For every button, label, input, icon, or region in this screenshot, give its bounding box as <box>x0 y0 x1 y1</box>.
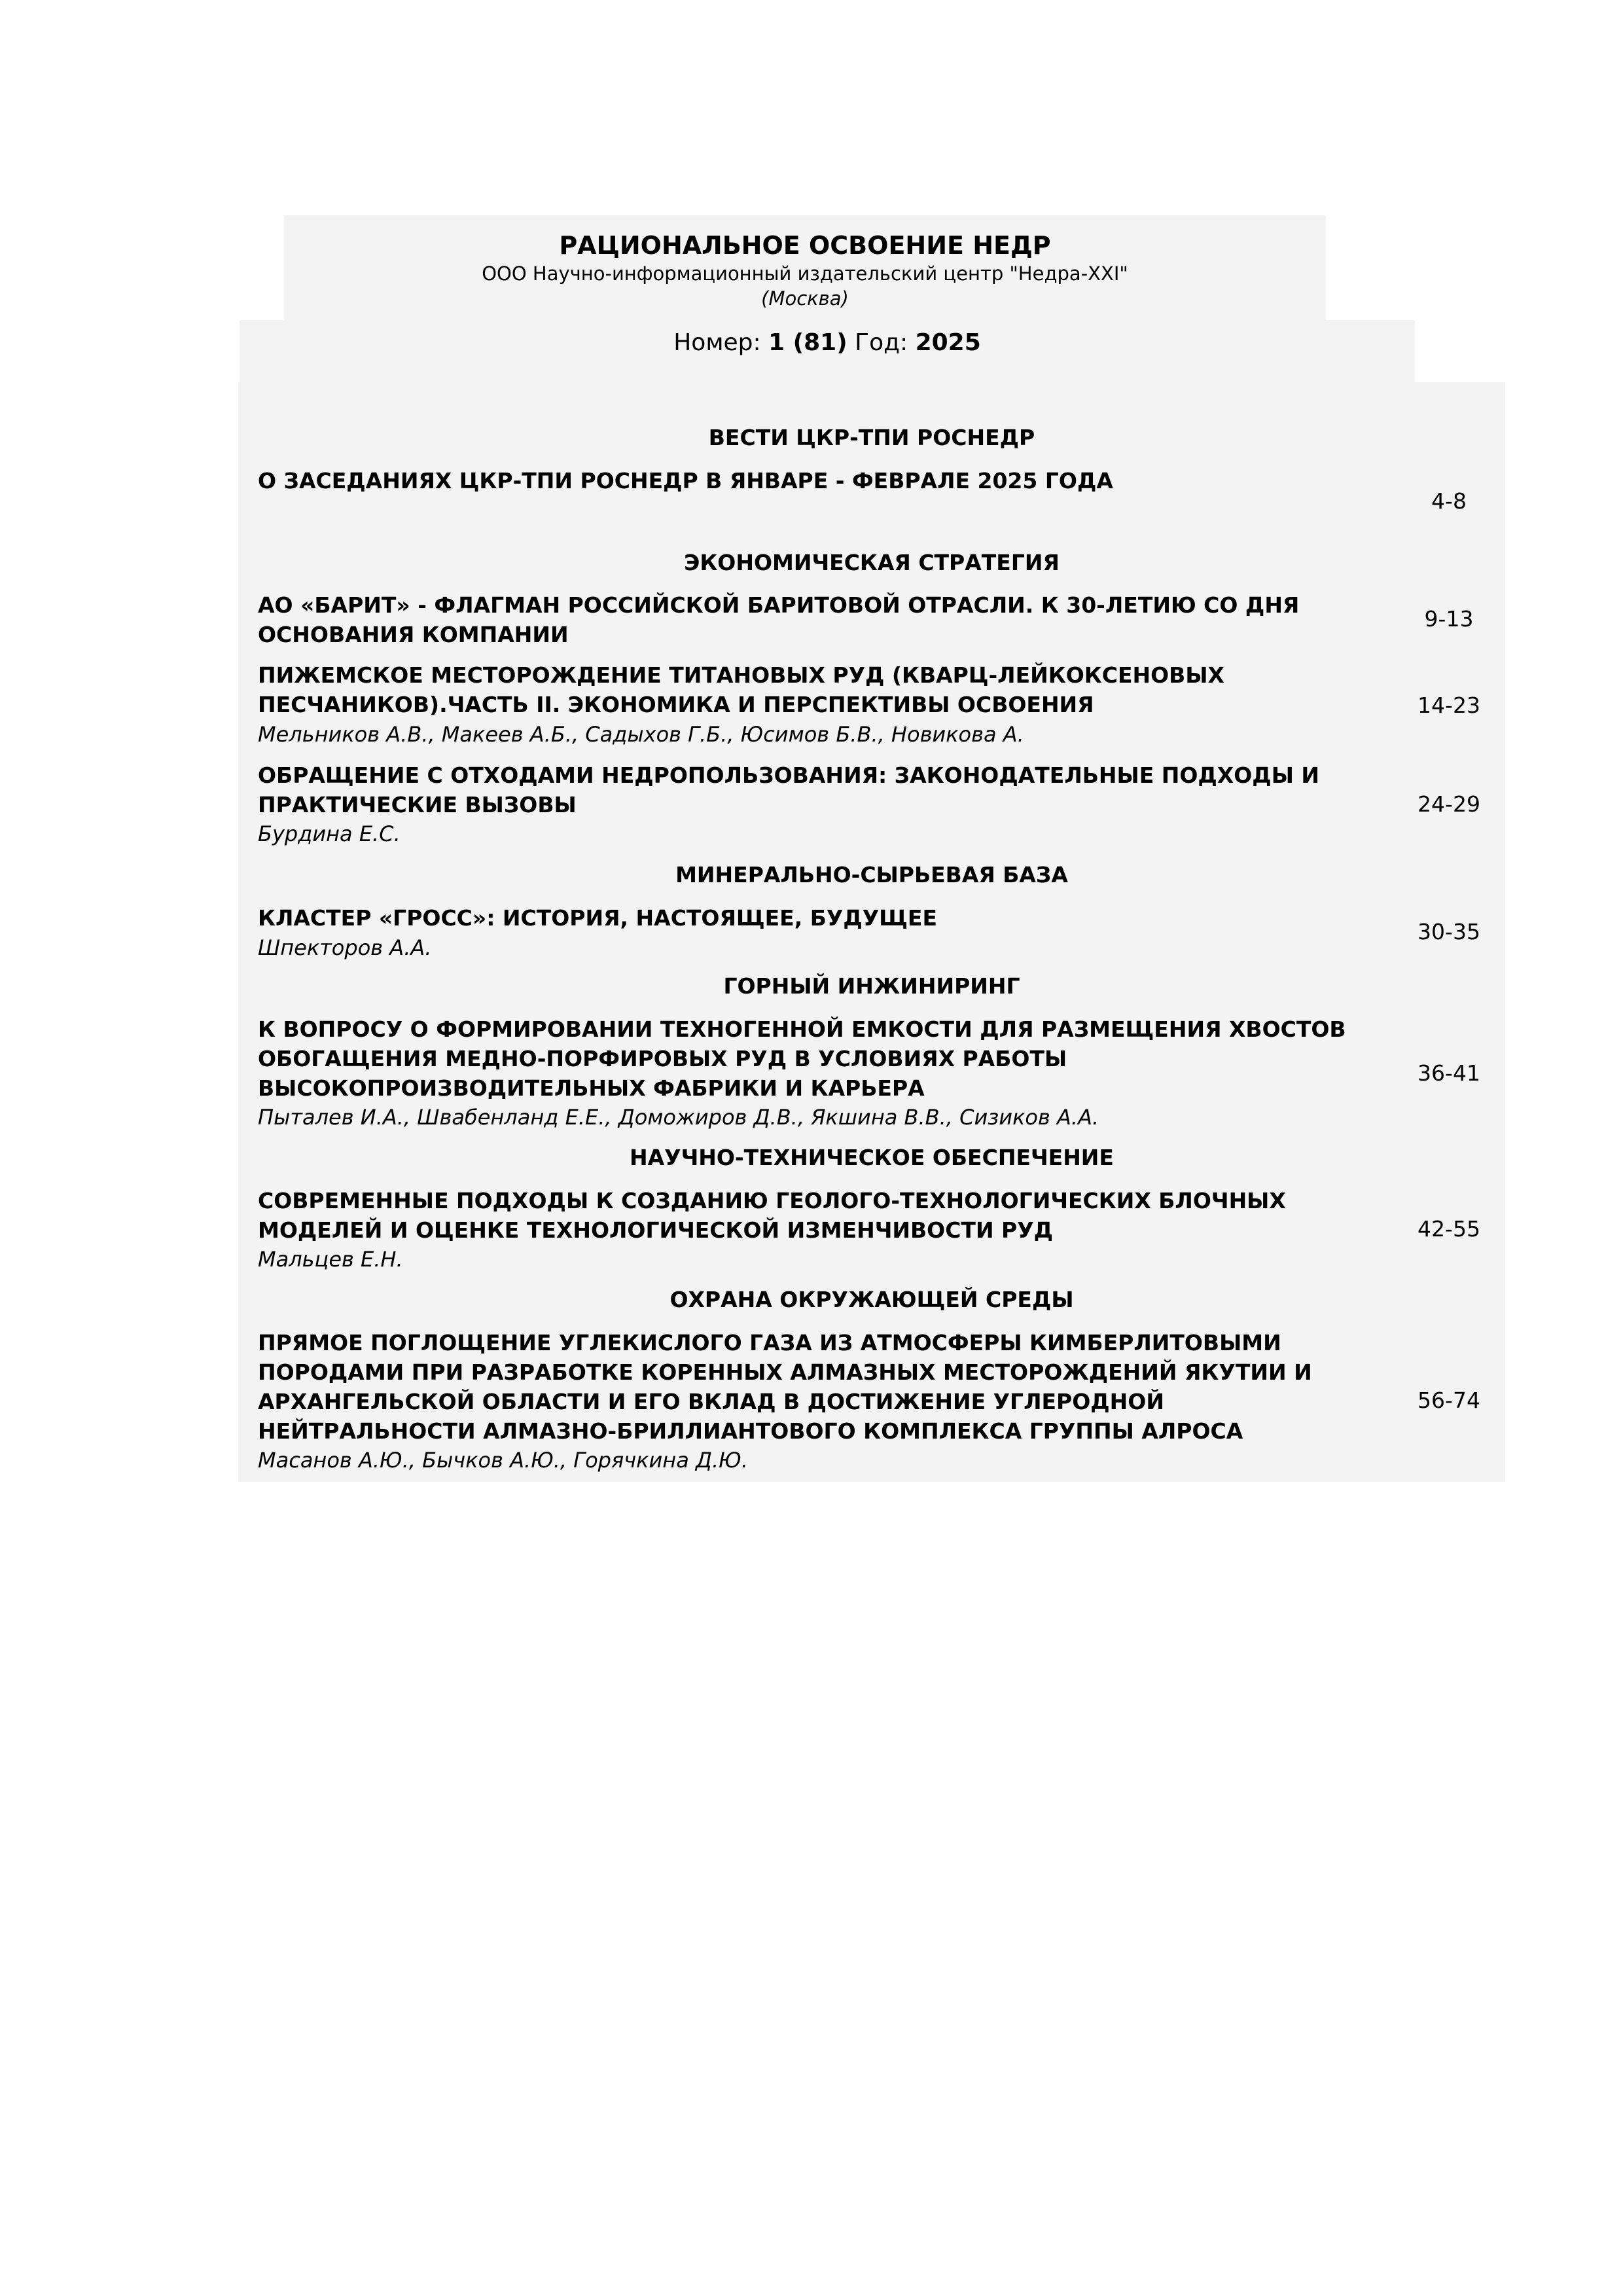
article-title[interactable]: КЛАСТЕР «ГРОСС»: ИСТОРИЯ, НАСТОЯЩЕЕ, БУДУЩЕЕ <box>258 905 938 931</box>
article-title[interactable]: АО «БАРИТ» - ФЛАГМАН РОССИЙСКОЙ БАРИТОВОЙ ОТРАСЛИ. К 30-ЛЕТИЮ СО ДНЯ ОСНОВАНИЯ КОМПАНИИ <box>258 592 1300 647</box>
issue-info <box>240 320 1415 382</box>
section-heading: ЭКОНОМИЧЕСКАЯ СТРАТЕГИЯ <box>684 550 1060 575</box>
article-pages: 42-55 <box>1418 1216 1480 1242</box>
year-value: 2025 <box>915 329 981 356</box>
article-title[interactable]: ОБРАЩЕНИЕ С ОТХОДАМИ НЕДРОПОЛЬЗОВАНИЯ: ЗАКОНОДАТЕЛЬНЫЕ ПОДХОДЫ И ПРАКТИЧЕСКИЕ ВЫЗОВЫ <box>258 762 1319 817</box>
article-authors: Масанов А.Ю., Бычков А.Ю., Горячкина Д.Ю. <box>258 1448 748 1473</box>
publisher-name: ООО Научно-информационный издательский центр "Недра-XXI" <box>482 262 1128 285</box>
section-heading: ГОРНЫЙ ИНЖИНИРИНГ <box>723 973 1020 999</box>
year-label: Год: <box>855 329 908 356</box>
article-authors: Шпекторов А.А. <box>258 935 432 960</box>
table-of-contents <box>238 382 1505 1482</box>
article-pages: 36-41 <box>1418 1060 1480 1086</box>
article-authors: Бурдина Е.С. <box>258 821 401 846</box>
journal-header <box>284 215 1326 320</box>
article-pages: 24-29 <box>1418 791 1480 817</box>
article-pages: 14-23 <box>1418 692 1480 718</box>
section-heading: МИНЕРАЛЬНО-СЫРЬЕВАЯ БАЗА <box>675 862 1068 888</box>
article-title[interactable]: О ЗАСЕДАНИЯХ ЦКР-ТПИ РОСНЕДР В ЯНВАРЕ - ФЕВРАЛЕ 2025 ГОДА <box>258 468 1113 493</box>
article-pages: 56-74 <box>1418 1388 1480 1413</box>
article-authors: Мельников А.В., Макеев А.Б., Садыхов Г.Б., Юсимов Б.В., Новикова А. <box>258 722 1024 747</box>
section-heading: ВЕСТИ ЦКР-ТПИ РОСНЕДР <box>708 425 1035 450</box>
article-title[interactable]: ПИЖЕМСКОЕ МЕСТОРОЖДЕНИЕ ТИТАНОВЫХ РУД (КВАРЦ-ЛЕЙКОКСЕНОВЫХ ПЕСЧАНИКОВ).ЧАСТЬ II. ЭКОНОМИКА И ПЕРСПЕКТИВЫ ОСВОЕНИЯ <box>258 662 1224 717</box>
article-pages: 30-35 <box>1418 919 1480 944</box>
article-authors: Пыталев И.А., Швабенланд Е.Е., Доможиров Д.В., Якшина В.В., Сизиков А.А. <box>258 1105 1099 1130</box>
issue-label: Номер: <box>673 329 761 356</box>
section-heading: НАУЧНО-ТЕХНИЧЕСКОЕ ОБЕСПЕЧЕНИЕ <box>630 1145 1114 1170</box>
issue-line <box>240 328 1415 358</box>
article-authors: Мальцев Е.Н. <box>258 1247 403 1272</box>
article-title[interactable]: К ВОПРОСУ О ФОРМИРОВАНИИ ТЕХНОГЕННОЙ ЕМКОСТИ ДЛЯ РАЗМЕЩЕНИЯ ХВОСТОВ ОБОГАЩЕНИЯ МЕДНО-ПОРФИРОВЫХ РУД В УСЛОВИЯХ РАБОТЫ ВЫСОКОПРОИЗВОДИТЕЛЬНЫХ ФАБРИКИ И КАРЬЕРА <box>258 1016 1346 1101</box>
article-title[interactable]: ПРЯМОЕ ПОГЛОЩЕНИЕ УГЛЕКИСЛОГО ГАЗА ИЗ АТМОСФЕРЫ КИМБЕРЛИТОВЫМИ ПОРОДАМИ ПРИ РАЗРАБОТКЕ КОРЕННЫХ АЛМАЗНЫХ МЕСТОРОЖДЕНИЙ ЯКУТИИ И АРХАНГЕЛЬСКОЙ ОБЛАСТИ И ЕГО ВКЛАД В ДОСТИЖЕНИЕ УГЛЕРОДНОЙ НЕЙТРАЛЬНОСТИ АЛМАЗНО-БРИЛЛИАНТОВОГО КОМПЛЕКСА ГРУППЫ АЛРОСА <box>258 1330 1312 1444</box>
article-title[interactable]: СОВРЕМЕННЫЕ ПОДХОДЫ К СОЗДАНИЮ ГЕОЛОГО-ТЕХНОЛОГИЧЕСКИХ БЛОЧНЫХ МОДЕЛЕЙ И ОЦЕНКЕ ТЕХНОЛОГИЧЕСКОЙ ИЗМЕНЧИВОСТИ РУД <box>258 1188 1286 1243</box>
issue-value: 1 (81) <box>768 329 847 356</box>
article-pages: 9-13 <box>1424 606 1474 632</box>
publisher-city: (Москва) <box>761 287 849 310</box>
article-pages: 4-8 <box>1431 488 1467 514</box>
section-heading: ОХРАНА ОКРУЖАЮЩЕЙ СРЕДЫ <box>669 1287 1074 1312</box>
journal-title: РАЦИОНАЛЬНОЕ ОСВОЕНИЕ НЕДР <box>559 231 1051 260</box>
